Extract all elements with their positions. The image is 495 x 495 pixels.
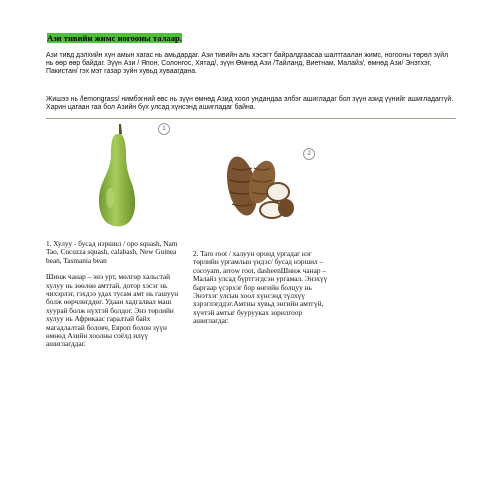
intro-paragraph-2: Жишээ нь /lemongrass/ нимбэгний өвс нь зүүн өмнөд Азид хоол ундандаа элбэг ашигладаг бол зүүн азид үүнийг ашигладаггүй. Харин цагаан гаа бол Азийн бүх улсад хүнсэнд ашигладаг байна.: [46, 96, 454, 112]
section-divider: [46, 118, 456, 119]
figure-number-badge-2: 2: [303, 148, 315, 160]
taro-root-image: [220, 146, 300, 226]
item-1-column: [46, 240, 188, 357]
figure-number-badge-1: 1: [158, 123, 170, 135]
item-1-body: Шинж чанар – энэ урт, мөлгөр хальстай хулуу нь зөөлөн амттай, дотор хэсэг нь чихэрлэг, гэхдээ удах тусам амт нь гашуун болж өөрчлөгддөг. Удаан хадгалвал маш хуурай болж нүхтэй болдог. Энэ төрлийн хулуу нь Африкаас гаралтай байх магадлалтай боловч, Европ болон зүүн өмнөд Азийн хоолны соёлд илүү ашиглагддаг.: [46, 272, 179, 349]
intro-paragraph-1: Ази тивд дэлхийн хүн амын хагас нь амьдардаг. Ази тивийн аль хэсэгт байралдгаасаа шалтгаалан жимс, ногооны төрөл зүйл нь өөр өөр байдаг. Зүүн Ази / Япон, Солонгос, Хятад/, зүүн Өмнөд Ази /Тайланд, Виетнам, Малайз/, өмнөд Ази/ Энэтхэг, Пакистан/ гэх мэт газар зүйн хувьд хуваагдана.: [46, 52, 449, 76]
item-2-title: 2. Taro root / халуун оронд ургадаг нэг төрлийн ургамлын үндэс/ бусад нэршил – cocoyam, arrow root, dasheenШинж чанар – Малайз улсад бүртгэгдсэн ургамал. Энэхүү баргаар үсэрхэг бор өнгийн болцуу нь Энэтхэг улсын хоол хүнсэнд түлхүү хэрэглэгддэг.Амтны хувьд энгийн амтгүй, хүчтэй амтыг буурууках зорилгоор ашиглагдаг.: [193, 249, 328, 326]
page-heading: [46, 33, 183, 44]
item-2-column: [193, 250, 335, 334]
item-1-title: 1. Хулуу - бусад нэршил / opo squash, Nam Tao, Cucuzza squash, calabash, New Guinea bean, Tasmania bean: [46, 239, 178, 265]
heading-text: Ази тивийн жимс ногооны талаар.: [47, 33, 182, 43]
bottle-gourd-image: [88, 122, 140, 230]
